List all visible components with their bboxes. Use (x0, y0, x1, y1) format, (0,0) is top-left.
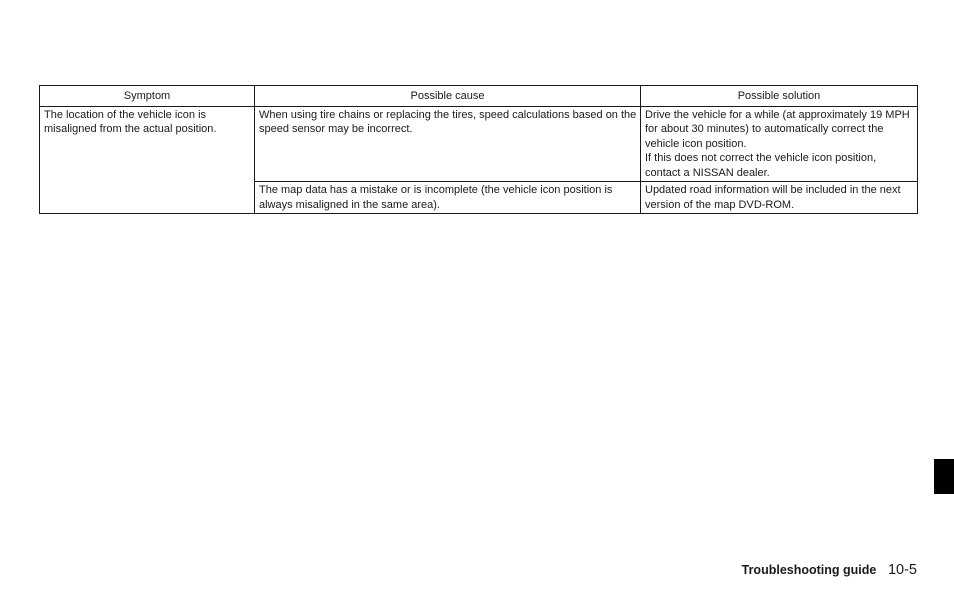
troubleshooting-table (39, 85, 918, 214)
page-number: 10-5 (887, 562, 917, 578)
footer-section-title: Troubleshooting guide (741, 563, 877, 577)
header-possible-cause: Possible cause (255, 86, 641, 107)
solution-cell (641, 106, 918, 182)
symptom-cell: The location of the vehicle icon is misaligned from the actual position. (40, 106, 255, 214)
header-possible-solution: Possible solution (641, 86, 918, 107)
solution-cell (641, 182, 918, 214)
solution-line: If this does not correct the vehicle icon position, contact a NISSAN dealer. (645, 152, 877, 179)
header-symptom: Symptom (40, 86, 255, 107)
chapter-tab-marker (934, 459, 954, 494)
cause-cell: When using tire chains or replacing the tires, speed calculations based on the speed sensor may be incorrect. (255, 106, 641, 182)
cause-cell: The map data has a mistake or is incomplete (the vehicle icon position is always misaligned in the same area). (255, 182, 641, 214)
solution-line: Drive the vehicle for a while (at approximately 19 MPH for about 30 minutes) to automatically correct the vehicle icon position. (645, 108, 910, 150)
table-header-row (40, 86, 918, 107)
table-row (40, 106, 918, 182)
solution-line: Updated road information will be included in the next version of the map DVD-ROM. (645, 184, 901, 211)
page-footer (742, 562, 917, 578)
